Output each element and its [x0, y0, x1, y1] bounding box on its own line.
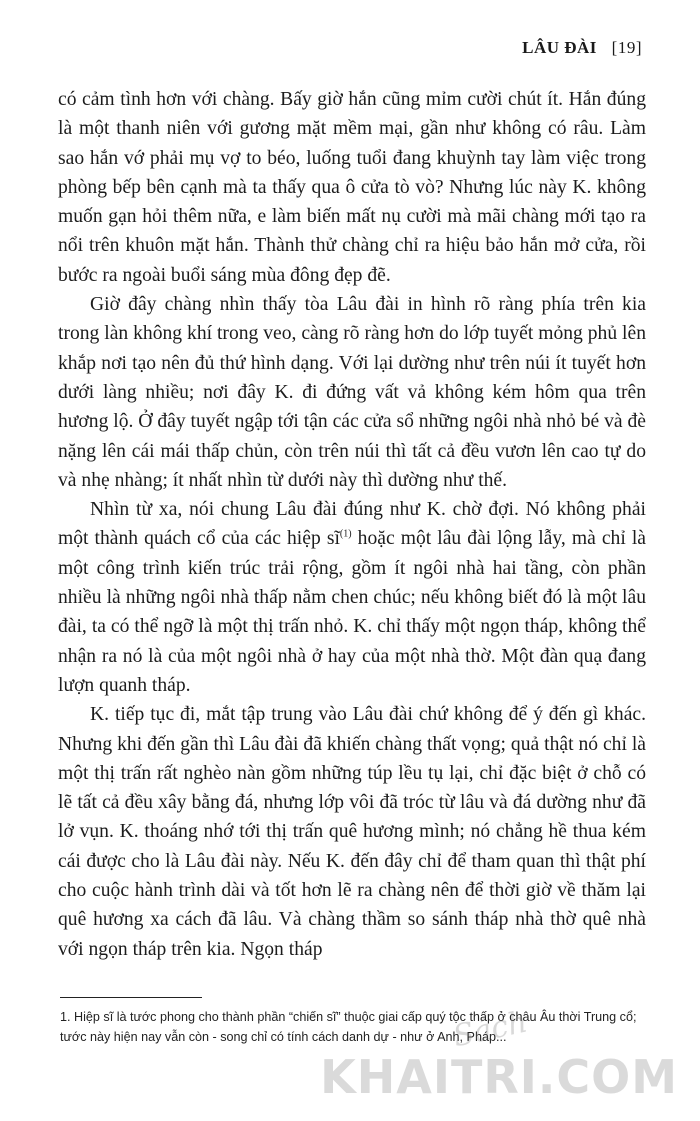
book-title: LÂU ĐÀI: [522, 38, 597, 57]
watermark-brand-text: KHAITRI.COM: [320, 1050, 678, 1104]
paragraph-4: K. tiếp tục đi, mắt tập trung vào Lâu đài chứ không để ý đến gì khác. Nhưng khi đến gần thì Lâu đài đã khiến chàng thất vọng; quả thật nó chỉ là một thị trấn rất nghèo nàn gồm những túp lều tụ lại, chỉ đặc biệt ở chỗ có lẽ tất cả đều xây bằng đá, nhưng lớp vôi đã tróc từ lâu và đá dường như đã lở vụn. K. thoáng nhớ tới thị trấn quê hương mình; nó chẳng hề thua kém cái được cho là Lâu đài này. Nếu K. đến đây chỉ để tham quan thì thật phí cho cuộc hành trình dài và tốt hơn lẽ ra chàng nên để thời giờ về thăm lại quê hương xa cách đã lâu. Và chàng thầm so sánh tháp nhà thờ quê nhà với ngọn tháp trên kia. Ngọn tháp: [58, 704, 646, 960]
footnote-reference-mark: (1): [339, 528, 352, 540]
paragraph-3: [58, 495, 646, 700]
paragraph-2: Giờ đây chàng nhìn thấy tòa Lâu đài in hình rõ ràng phía trên kia trong làn không khí trong veo, càng rõ ràng hơn do lớp tuyết mỏng phủ lên khắp nơi tạo nên đủ thứ hình dạng. Với lại dường như trên núi ít tuyết hơn dưới làng nhiều; nơi đây K. đi đứng vất vả không kém hôm qua trên hương lộ. Ở đây tuyết ngập tới tận các cửa sổ những ngôi nhà nhỏ bé và đè nặng lên cái mái thấp chủn, còn trên núi thì tất cả đều vươn lên cao tự do và nhẹ nhàng; ít nhất nhìn từ dưới này thì dường như thế.: [58, 294, 647, 491]
footnote: 1. Hiệp sĩ là tước phong cho thành phần “chiến sĩ” thuộc giai cấp quý tộc thấp ở châu Âu thời Trung cổ; tước này hiện nay vẫn còn - song chỉ có tính cách danh dự - như ở Anh, Pháp...: [60, 1010, 637, 1044]
body-text: [58, 85, 646, 964]
watermark-script-text: Sách: [450, 1004, 531, 1055]
footnote-divider: [60, 997, 202, 998]
paragraph-3-text-before-note: Nhìn từ xa, nói chung Lâu đài đúng như K. chờ đợi. Nó không phải một thành quách cổ của các hiệp sĩ: [58, 499, 646, 550]
paragraph-3-text-after-note: hoặc một lâu đài lộng lẫy, mà chỉ là một công trình kiến trúc trải rộng, gồm ít ngôi nhà hai tầng, còn phần nhiều là những ngôi nhà thấp nằm chen chúc; nếu không biết đó là một lâu đài, ta có thể ngỡ là một thị trấn nhỏ. K. chỉ thấy một ngọn tháp, không thể nhận ra nó là của một ngôi nhà ở hay của một nhà thờ. Một đàn quạ đang lượn quanh tháp.: [58, 528, 647, 696]
page-number: [19]: [611, 38, 642, 57]
running-header: [522, 38, 642, 58]
paragraph-1: có cảm tình hơn với chàng. Bấy giờ hắn cũng mỉm cười chút ít. Hắn đúng là một thanh niên với gương mặt mềm mại, gần như không có râu. Làm sao hắn vớ phải mụ vợ to béo, luống tuổi đang khuỳnh tay làm việc trong phòng bếp bên cạnh mà ta thấy qua ô cửa tò vò? Nhưng lúc này K. không muốn gạn hỏi thêm nữa, e làm biến mất nụ cười mà mãi chàng mới tạo ra nổi trên khuôn mặt hắn. Thành thử chàng chỉ ra hiệu bảo hắn mở cửa, rồi bước ra ngoài buổi sáng mùa đông đẹp đẽ.: [58, 89, 646, 286]
